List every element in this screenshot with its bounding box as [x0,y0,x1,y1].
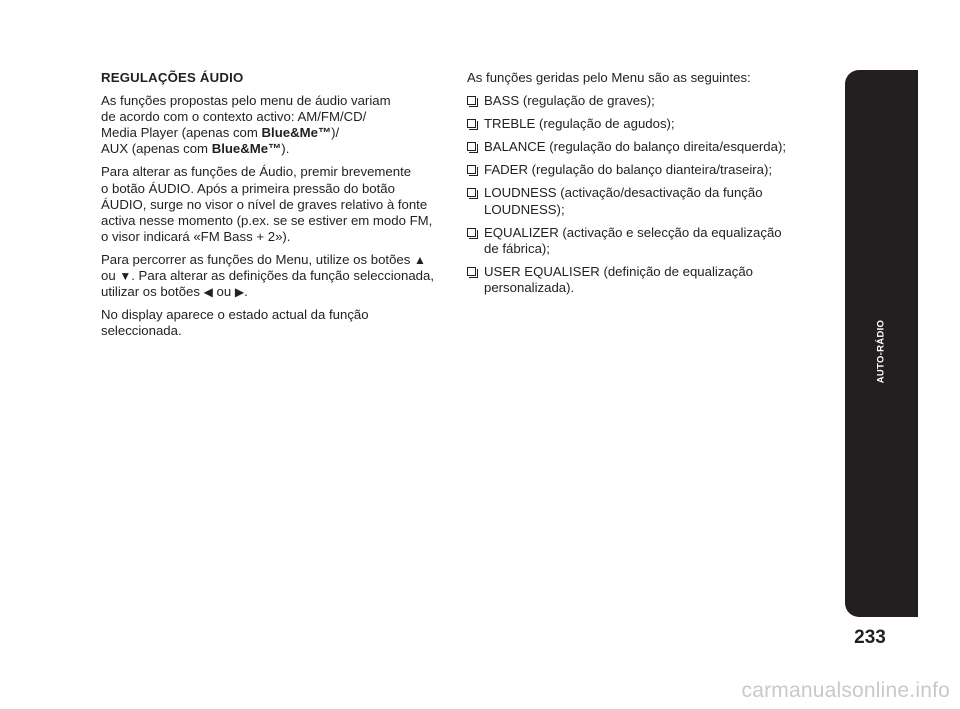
section-heading: REGULAÇÕES ÁUDIO [101,70,244,85]
list-item [467,139,827,155]
item-text: EQUALIZER (activação e selecção da equalização [484,224,782,240]
right-arrow-icon: ▶ [234,285,245,300]
text-run: ou [101,268,116,284]
checkbox-bullet-icon [467,228,476,237]
paragraph-audio-functions [101,93,453,157]
text-line [101,268,453,284]
text-run: utilizar os botões [101,284,200,300]
text-line [101,284,453,300]
left-column [101,70,453,346]
page-number: 233 [854,627,886,648]
item-text-cont: de fábrica); [484,240,550,256]
list-item [467,162,827,178]
item-text: FADER (regulação do balanço dianteira/traseira); [484,162,773,178]
text-run: AUX (apenas com [101,141,212,157]
item-text-cont: personalizada). [484,279,575,295]
checkbox-bullet-icon [467,188,476,197]
checkbox-bullet-icon [467,96,476,105]
left-arrow-icon: ◀ [203,285,213,300]
text-run: Media Player (apenas com [101,125,262,141]
right-column [467,70,827,303]
text-line [101,141,453,157]
text-line: de acordo com o contexto activo: AM/FM/CD/ [101,109,367,125]
bold-brand: Blue&Me™ [261,125,332,141]
text-run: ou [216,284,232,300]
paragraph-navigate-menu [101,252,453,300]
menu-intro: As funções geridas pelo Menu são as seguintes: [467,70,751,85]
text-line: Para alterar as funções de Áudio, premir brevemente [101,164,412,180]
bold-brand: Blue&Me™ [211,141,282,157]
paragraph-display-state [101,307,453,339]
item-text: LOUDNESS (activação/desactivação da função [484,185,763,201]
checkbox-bullet-icon [467,267,476,276]
checkbox-bullet-icon [467,119,476,128]
item-text: USER EQUALISER (definição de equalização [484,263,754,279]
watermark: carmanualsonline.info [741,679,950,702]
text-line: ÁUDIO, surge no visor o nível de graves relativo à fonte [101,196,428,212]
list-item [467,264,827,296]
menu-functions-list [467,93,827,296]
text-run: . Para alterar as definições da função seleccionada, [131,268,434,284]
item-text: TREBLE (regulação de agudos); [484,116,675,132]
text-run: )/ [331,125,340,141]
text-run: Para percorrer as funções do Menu, utilize os botões [101,251,411,267]
text-run: ). [281,141,290,157]
text-line: o visor indicará «FM Bass + 2»). [101,228,291,244]
item-text-cont: LOUDNESS); [484,201,565,217]
text-run: . [244,284,248,300]
paragraph-change-functions [101,164,453,244]
text-line: seleccionada. [101,323,182,339]
text-line: No display aparece o estado actual da função [101,307,369,323]
down-arrow-icon: ▼ [119,269,132,284]
list-item [467,93,827,109]
text-line: As funções propostas pelo menu de áudio variam [101,93,391,109]
up-arrow-icon: ▲ [414,252,426,267]
list-item [467,116,827,132]
text-line [101,252,453,268]
text-line: o botão ÁUDIO. Após a primeira pressão do botão [101,180,395,196]
list-item [467,225,827,257]
checkbox-bullet-icon [467,142,476,151]
item-text: BASS (regulação de graves); [484,93,655,109]
text-line: activa nesse momento (p.ex. se se estiver em modo FM, [101,212,433,228]
text-line [101,125,453,141]
checkbox-bullet-icon [467,165,476,174]
item-text: BALANCE (regulação do balanço direita/esquerda); [484,139,787,155]
list-item [467,185,827,217]
section-tab-label: AUTO-RÁDIO [875,319,887,384]
